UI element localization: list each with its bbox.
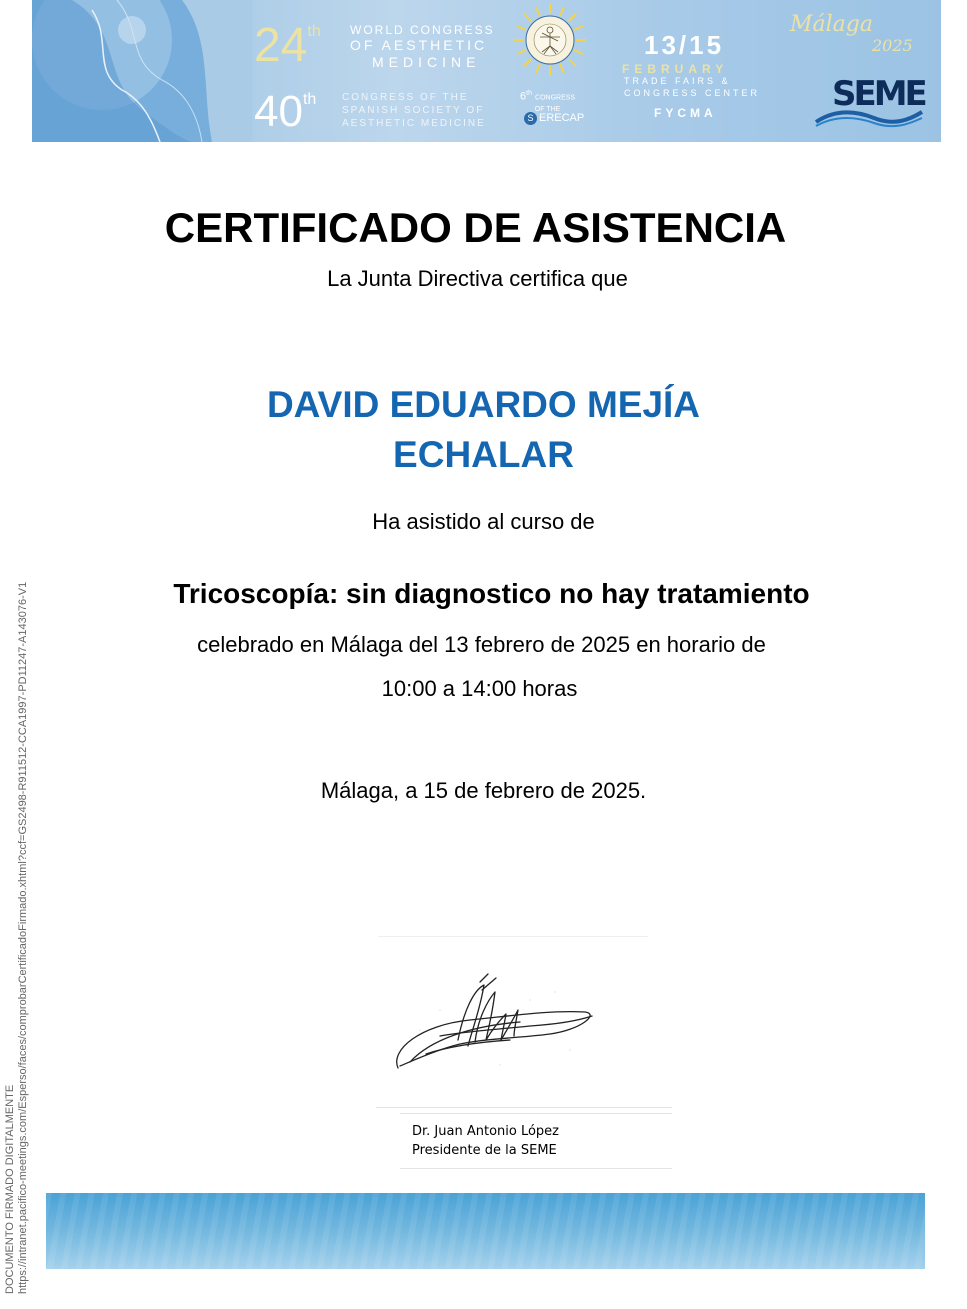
attendee-name-line1: DAVID EDUARDO MEJÍA (266, 384, 701, 425)
year-script: 2025 (872, 36, 913, 55)
signature-top-divider (378, 936, 648, 937)
digital-signature-label: DOCUMENTO FIRMADO DIGITALMENTE (4, 1084, 16, 1294)
signer-box-bottom-border (400, 1168, 672, 1169)
attended-text: Ha asistido al curso de (372, 509, 595, 534)
world-congress-line2: OF AESTHETIC (350, 37, 488, 53)
congress-number-40: 40th (254, 87, 317, 136)
world-congress-line1: WORLD CONGRESS (350, 23, 495, 37)
signature-divider (376, 1107, 672, 1108)
digital-signature-note (4, 294, 30, 1294)
city-script: Málaga (790, 12, 873, 37)
world-congress-line3: MEDICINE (372, 54, 481, 70)
certificate-title: CERTIFICADO DE ASISTENCIA (164, 204, 787, 251)
course-date-text: celebrado en Málaga del 13 febrero de 2025 en horario de (197, 632, 766, 657)
event-month: FEBRUARY (622, 62, 729, 76)
venue-line2: CONGRESS CENTER (624, 88, 761, 98)
event-dates: 13/15 (644, 30, 725, 60)
attendee-name (0, 380, 967, 480)
face-illustration-icon (32, 0, 252, 142)
certifies-text: La Junta Directiva certifica que (327, 266, 628, 291)
spanish-congress-line1: CONGRESS OF THE (342, 92, 469, 103)
spanish-congress-line3: AESTHETIC MEDICINE (342, 118, 486, 129)
serecap-logo: S ERECAP (524, 112, 584, 125)
seme-logo: SEME (832, 74, 925, 114)
spanish-congress-line2: SPANISH SOCIETY OF (342, 105, 485, 116)
attendee-name-line2: ECHALAR (393, 434, 574, 475)
signer-box-top-border (400, 1113, 672, 1114)
venue-line1: TRADE FAIRS & (624, 76, 731, 86)
seme-wave-icon (814, 108, 924, 128)
course-title: Tricoscopía: sin diagnostico no hay tratamiento (173, 578, 810, 609)
footer-decorative-bar (46, 1193, 925, 1269)
venue-short-name: FYCMA (654, 106, 717, 120)
signer-name: Dr. Juan Antonio López (412, 1124, 559, 1139)
course-hours: 10:00 a 14:00 horas (381, 676, 578, 701)
congress-banner (32, 0, 941, 142)
place-and-date: Málaga, a 15 de febrero de 2025. (320, 778, 647, 803)
verification-url[interactable]: https://intranet.pacifico-meetings.com/Esperso/faces/comprobarCertificadoFirmado.xhtml?ccf=GS2498-R911512-CCA1997-PD11247-A143076-V1 (17, 581, 29, 1294)
signer-role: Presidente de la SEME (412, 1143, 557, 1158)
handwritten-signature-icon (380, 970, 610, 1090)
sixth-congress-label: 6th CONGRESS OF THE (520, 90, 576, 114)
union-medecine-esthetique-logo-icon (510, 0, 590, 80)
congress-number-24: 24th (254, 19, 321, 72)
